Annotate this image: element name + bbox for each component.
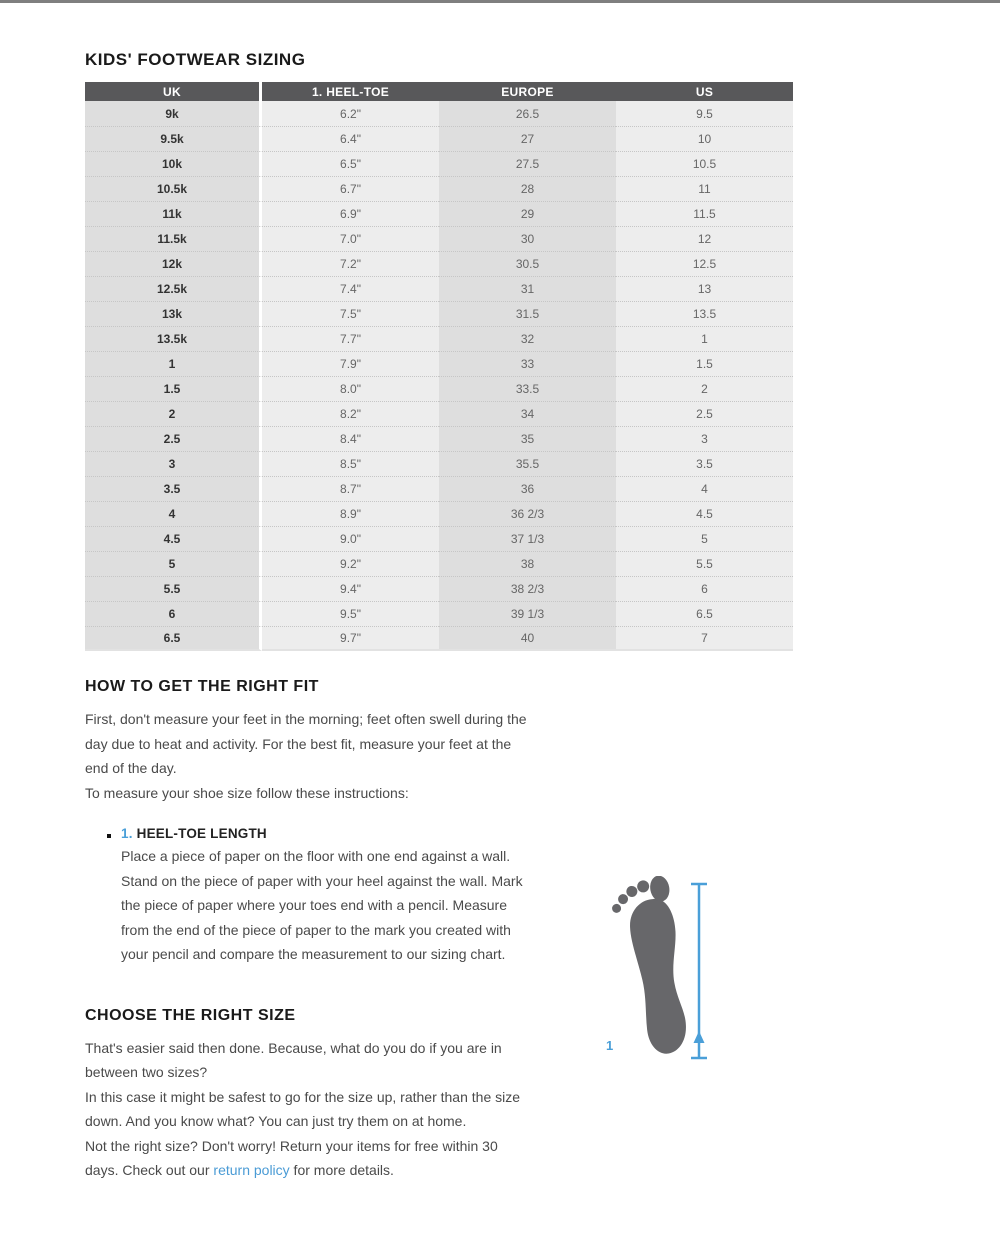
return-text-before: Not the right size? Don't worry! Return your items for free within 30 days. Check out our (85, 1137, 498, 1178)
table-cell: 13k (85, 301, 262, 326)
return-text-after: for more details. (289, 1162, 394, 1178)
table-cell: 7.2" (262, 251, 439, 276)
sizing-table-body (85, 101, 793, 651)
table-cell: 6.9" (262, 201, 439, 226)
table-cell: 6.2" (262, 101, 439, 126)
step-title (121, 826, 793, 841)
table-cell: 8.7" (262, 476, 439, 501)
table-row (85, 301, 793, 326)
table-row (85, 626, 793, 651)
column-header: 1. HEEL-TOE (262, 82, 439, 101)
table-row (85, 126, 793, 151)
header-row (85, 82, 793, 101)
table-row (85, 376, 793, 401)
table-cell: 8.9" (262, 501, 439, 526)
table-row (85, 551, 793, 576)
table-cell: 27 (439, 126, 616, 151)
table-cell: 3.5 (85, 476, 262, 501)
table-cell: 37 1/3 (439, 526, 616, 551)
return-policy-link[interactable]: return policy (213, 1162, 290, 1178)
choose-paragraph-1: That's easier said then done. Because, what do you do if you are in between two sizes? (85, 1039, 502, 1080)
step-body: Place a piece of paper on the floor with one end against a wall. Stand on the piece of paper with your heel against the wall. Mark the piece of paper where your toes end with a pencil. Measure from the end of the piece of paper to the mark you created with your pencil and compare the measurement to our sizing chart. (121, 848, 523, 962)
table-cell: 4 (616, 476, 793, 501)
table-cell: 1 (85, 351, 262, 376)
step-number-label: 1 (606, 1038, 614, 1053)
fit-paragraph-2: To measure your shoe size follow these instructions: (85, 784, 409, 801)
table-cell: 12 (616, 226, 793, 251)
table-row (85, 526, 793, 551)
table-cell: 38 (439, 551, 616, 576)
table-cell: 39 1/3 (439, 601, 616, 626)
table-cell: 7.5" (262, 301, 439, 326)
table-row (85, 201, 793, 226)
table-cell: 2 (616, 376, 793, 401)
table-cell: 9k (85, 101, 262, 126)
table-cell: 8.4" (262, 426, 439, 451)
foot-illustration-svg (600, 876, 712, 1066)
sizing-table (85, 82, 793, 651)
table-row (85, 176, 793, 201)
table-cell: 13.5k (85, 326, 262, 351)
foot-icon (608, 876, 698, 1059)
table-cell: 2.5 (616, 401, 793, 426)
table-row (85, 351, 793, 376)
table-row (85, 401, 793, 426)
table-cell: 31 (439, 276, 616, 301)
table-cell: 3.5 (616, 451, 793, 476)
fit-section-heading: HOW TO GET THE RIGHT FIT (85, 678, 319, 695)
table-cell: 6.7" (262, 176, 439, 201)
table-cell: 34 (439, 401, 616, 426)
table-cell: 6 (85, 601, 262, 626)
table-cell: 10.5k (85, 176, 262, 201)
table-cell: 28 (439, 176, 616, 201)
table-row (85, 101, 793, 126)
table-cell: 11.5 (616, 201, 793, 226)
table-cell: 30 (439, 226, 616, 251)
table-row (85, 576, 793, 601)
table-cell: 6.5 (616, 601, 793, 626)
table-row (85, 476, 793, 501)
fit-paragraph-1: First, don't measure your feet in the morning; feet often swell during the day due to heat and activity. For the best fit, measure your feet at the end of the day. (85, 711, 527, 776)
column-header: EUROPE (439, 82, 616, 101)
table-cell: 31.5 (439, 301, 616, 326)
table-cell: 6 (616, 576, 793, 601)
table-cell: 5.5 (85, 576, 262, 601)
table-cell: 1.5 (616, 351, 793, 376)
step-number: 1. (121, 826, 133, 841)
table-cell: 1 (616, 326, 793, 351)
table-cell: 29 (439, 201, 616, 226)
table-cell: 7 (616, 626, 793, 651)
table-cell: 1.5 (85, 376, 262, 401)
table-cell: 36 (439, 476, 616, 501)
table-cell: 3 (616, 426, 793, 451)
choose-paragraph-2: In this case it might be safest to go for the size up, rather than the size down. And you know what? You can just try them on at home. (85, 1088, 521, 1129)
page-top-border (0, 0, 1000, 3)
table-cell: 7.4" (262, 276, 439, 301)
column-header: UK (85, 82, 262, 101)
table-cell: 38 2/3 (439, 576, 616, 601)
table-cell: 12.5 (616, 251, 793, 276)
table-cell: 11k (85, 201, 262, 226)
foot-measurement-illustration (600, 876, 712, 1066)
table-cell: 33.5 (439, 376, 616, 401)
table-cell: 26.5 (439, 101, 616, 126)
table-cell: 2 (85, 401, 262, 426)
table-cell: 35 (439, 426, 616, 451)
page-title: KIDS' FOOTWEAR SIZING (85, 50, 306, 69)
table-row (85, 251, 793, 276)
table-row (85, 601, 793, 626)
sizing-table-header (85, 82, 793, 101)
table-cell: 10 (616, 126, 793, 151)
table-cell: 13.5 (616, 301, 793, 326)
table-cell: 2.5 (85, 426, 262, 451)
table-cell: 9.2" (262, 551, 439, 576)
table-row (85, 501, 793, 526)
table-row (85, 226, 793, 251)
table-row (85, 276, 793, 301)
table-cell: 7.9" (262, 351, 439, 376)
arrow-up-icon (694, 1031, 705, 1043)
table-cell: 12k (85, 251, 262, 276)
table-row (85, 426, 793, 451)
table-cell: 30.5 (439, 251, 616, 276)
table-cell: 10k (85, 151, 262, 176)
table-cell: 4.5 (85, 526, 262, 551)
table-cell: 27.5 (439, 151, 616, 176)
table-cell: 6.5 (85, 626, 262, 651)
table-cell: 32 (439, 326, 616, 351)
table-cell: 10.5 (616, 151, 793, 176)
table-row (85, 326, 793, 351)
table-cell: 11.5k (85, 226, 262, 251)
choose-paragraph-3 (85, 1134, 533, 1183)
column-header: US (616, 82, 793, 101)
table-cell: 4 (85, 501, 262, 526)
table-cell: 33 (439, 351, 616, 376)
table-cell: 40 (439, 626, 616, 651)
table-cell: 8.0" (262, 376, 439, 401)
table-cell: 6.4" (262, 126, 439, 151)
table-cell: 9.5k (85, 126, 262, 151)
table-cell: 7.7" (262, 326, 439, 351)
table-cell: 11 (616, 176, 793, 201)
table-cell: 9.4" (262, 576, 439, 601)
table-cell: 35.5 (439, 451, 616, 476)
table-row (85, 451, 793, 476)
table-cell: 9.7" (262, 626, 439, 651)
table-cell: 9.5 (616, 101, 793, 126)
table-cell: 5 (616, 526, 793, 551)
table-cell: 13 (616, 276, 793, 301)
table-cell: 12.5k (85, 276, 262, 301)
table-row (85, 151, 793, 176)
table-cell: 9.0" (262, 526, 439, 551)
table-cell: 5.5 (616, 551, 793, 576)
table-cell: 8.2" (262, 401, 439, 426)
table-cell: 36 2/3 (439, 501, 616, 526)
table-cell: 3 (85, 451, 262, 476)
table-cell: 7.0" (262, 226, 439, 251)
table-cell: 4.5 (616, 501, 793, 526)
choose-section-heading: CHOOSE THE RIGHT SIZE (85, 1006, 296, 1024)
table-cell: 6.5" (262, 151, 439, 176)
bullet-square-icon (107, 834, 111, 838)
table-cell: 8.5" (262, 451, 439, 476)
step-title-text: HEEL-TOE LENGTH (136, 826, 267, 841)
table-cell: 9.5" (262, 601, 439, 626)
table-cell: 5 (85, 551, 262, 576)
